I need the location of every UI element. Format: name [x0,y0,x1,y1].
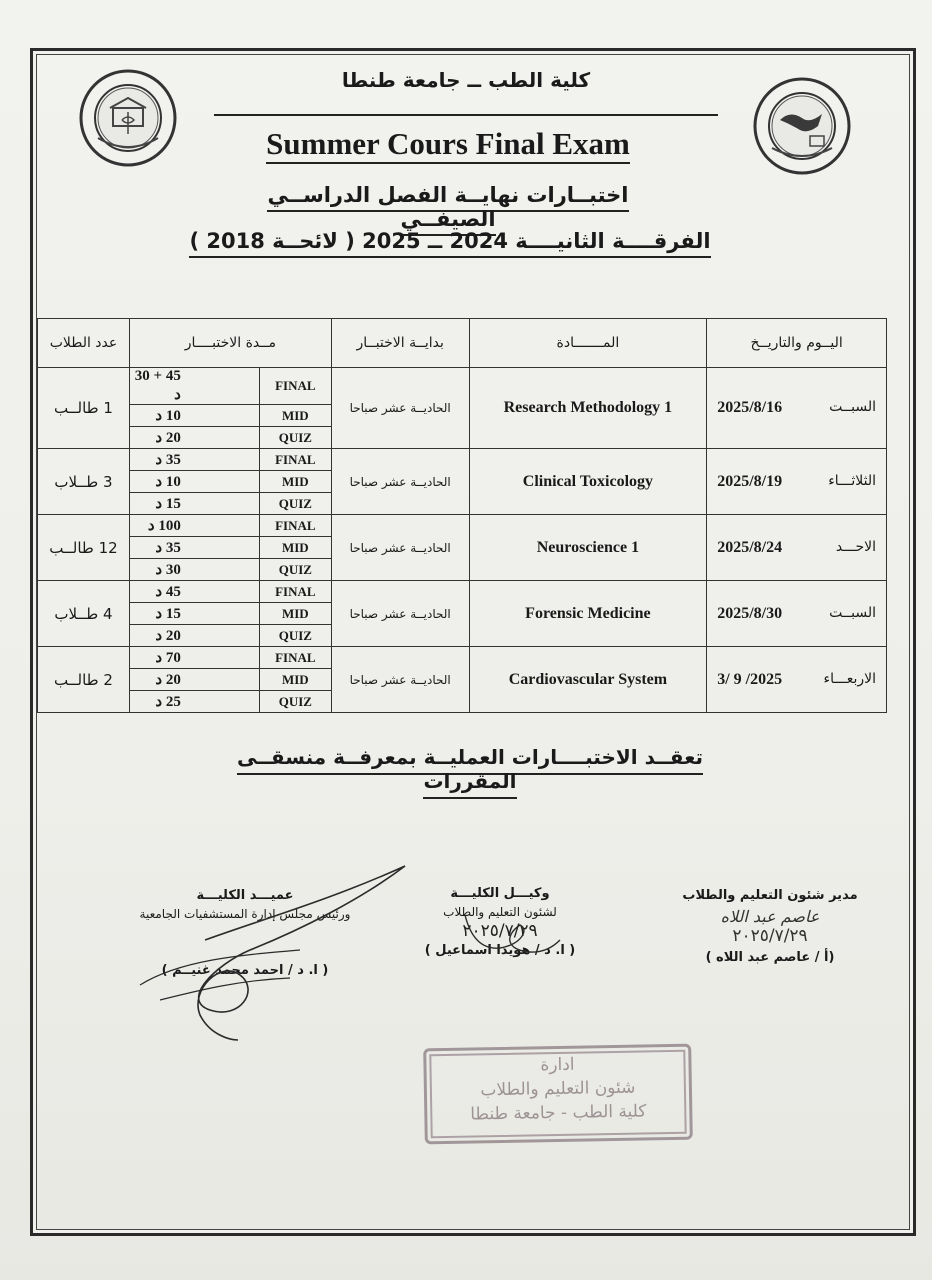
cell-exam-type: MID [259,603,331,625]
vice-dean-signature-block [420,886,580,958]
cell-date-value: 2025/8/19 [717,472,783,490]
cell-exam-type: MID [259,405,331,427]
director-handwritten-name: عاصم عبد اللاه [720,907,820,926]
cell-exam-type: FINAL [259,581,331,603]
year-subtitle-ar-text: الفرقــــة الثانيــــة 2024 ــ 2025 ( لائحــة 2018 ) [189,229,710,258]
tanta-faculty-logo [752,76,852,176]
cell-day: الاحـــد [835,538,876,555]
cell-exam-duration: 35 د [129,449,259,471]
header-start: بدايــة الاختبــار [331,319,469,368]
cell-date-value: 2025/8/16 [717,399,783,416]
exam-title-ar [230,183,666,231]
vice-dean-name: ( ا. د / هويدا اسماعيل ) [424,943,576,958]
cell-exam-type: FINAL [259,368,331,405]
cell-date [707,581,887,647]
cell-exam-duration: 20 د [129,625,259,647]
cell-exam-duration: 10 د [129,405,259,427]
cell-start-time: الحاديــة عشر صباحا [331,581,469,647]
vice-dean-handwritten-date: ٢٠٢٥/٧/٢٩ [462,921,538,941]
cell-exam-duration: 15 د [129,493,259,515]
cell-student-count: 1 طالــب [38,368,130,449]
table-row [38,368,887,405]
cell-start-time: الحاديــة عشر صباحا [331,368,469,449]
header-date: اليــوم والتاريــخ [707,319,887,368]
cell-day: الثلاثـــاء [828,472,876,489]
director-name: (أ / عاصم عبد اللاه ) [705,950,835,965]
table-row [38,581,887,603]
cell-exam-duration: 45 + 30 د [129,368,259,405]
cell-exam-duration: 25 د [129,691,259,713]
cell-subject: Cardiovascular System [469,647,707,713]
cell-date-value: 2025/8/30 [717,604,783,622]
cell-day: الاربعـــاء [823,670,876,687]
cell-subject: Neuroscience 1 [469,515,707,581]
exam-title-en [230,126,666,162]
vice-dean-subtitle: لشئون التعليم والطلاب [443,905,557,919]
table-row [38,647,887,669]
cell-exam-type: QUIZ [259,427,331,449]
exam-schedule-table [37,318,887,713]
header-count: عدد الطلاب [38,319,130,368]
cell-day: السبــت [829,399,876,415]
cell-day: السبــت [829,604,876,621]
cell-student-count: 3 طــلاب [38,449,130,515]
cell-date-value: 3/ 9 /2025 [717,670,783,688]
table-body [38,368,887,713]
cell-exam-duration: 35 د [129,537,259,559]
dean-signature-block [100,888,390,978]
table-row [38,449,887,471]
cell-exam-type: MID [259,471,331,493]
cell-exam-duration: 20 د [129,669,259,691]
exam-title-ar-text: اختبــارات نهايــة الفصل الدراســي الصيفــي [267,183,628,236]
cell-student-count: 4 طــلاب [38,581,130,647]
stamp-line-2: شئون التعليم والطلاب [480,1077,636,1101]
director-signature-block [640,888,900,965]
cell-exam-type: MID [259,537,331,559]
table-row [38,515,887,537]
cell-exam-duration: 45 د [129,581,259,603]
cell-date [707,647,887,713]
cell-start-time: الحاديــة عشر صباحا [331,515,469,581]
cell-exam-type: FINAL [259,515,331,537]
cell-subject: Clinical Toxicology [469,449,707,515]
cell-exam-type: QUIZ [259,625,331,647]
header-divider [214,114,718,116]
header-subject: المـــــــادة [469,319,707,368]
cell-exam-duration: 100 د [129,515,259,537]
cell-date [707,368,887,449]
cell-exam-duration: 15 د [129,603,259,625]
cell-start-time: الحاديــة عشر صباحا [331,647,469,713]
practical-exams-note [200,745,740,793]
cell-exam-type: FINAL [259,647,331,669]
cell-student-count: 12 طالــب [38,515,130,581]
cell-subject: Forensic Medicine [469,581,707,647]
cell-exam-type: QUIZ [259,691,331,713]
department-stamp [423,1044,693,1145]
faculty-header: كلية الطب ــ جامعة طنطا [341,68,591,92]
stamp-line-1: ادارة [540,1054,575,1076]
vice-dean-title: وكيـــل الكليـــة [450,886,550,901]
cell-subject: Research Methodology 1 [469,368,707,449]
cell-exam-type: QUIZ [259,559,331,581]
year-subtitle-ar [180,229,720,253]
director-title: مدير شئون التعليم والطلاب [682,888,858,903]
cell-exam-type: QUIZ [259,493,331,515]
table-header-row [38,319,887,368]
cell-exam-duration: 10 د [129,471,259,493]
exam-title-en-text: Summer Cours Final Exam [266,126,630,164]
cell-exam-type: FINAL [259,449,331,471]
stamp-line-3: كلية الطب - جامعة طنطا [470,1101,647,1125]
dean-subtitle: ورئيس مجلس إدارة المستشفيات الجامعية [139,907,351,921]
tanta-university-logo [78,68,178,168]
cell-date [707,449,887,515]
cell-date-value: 2025/8/24 [717,538,783,556]
header-duration: مــدة الاختبــــار [129,319,331,368]
practical-exams-note-text: تعقــد الاختبــــارات العمليــة بمعرفــة منسقــى المقررات [237,745,703,799]
cell-exam-duration: 30 د [129,559,259,581]
cell-student-count: 2 طالــب [38,647,130,713]
cell-start-time: الحاديــة عشر صباحا [331,449,469,515]
cell-exam-duration: 20 د [129,427,259,449]
dean-title: عميـــد الكليـــة [196,888,294,903]
director-handwritten-date: ٢٠٢٥/٧/٢٩ [732,926,808,946]
cell-exam-duration: 70 د [129,647,259,669]
cell-exam-type: MID [259,669,331,691]
dean-name: ( ا. د / احمد محمد غنيــم ) [161,963,329,978]
cell-date [707,515,887,581]
